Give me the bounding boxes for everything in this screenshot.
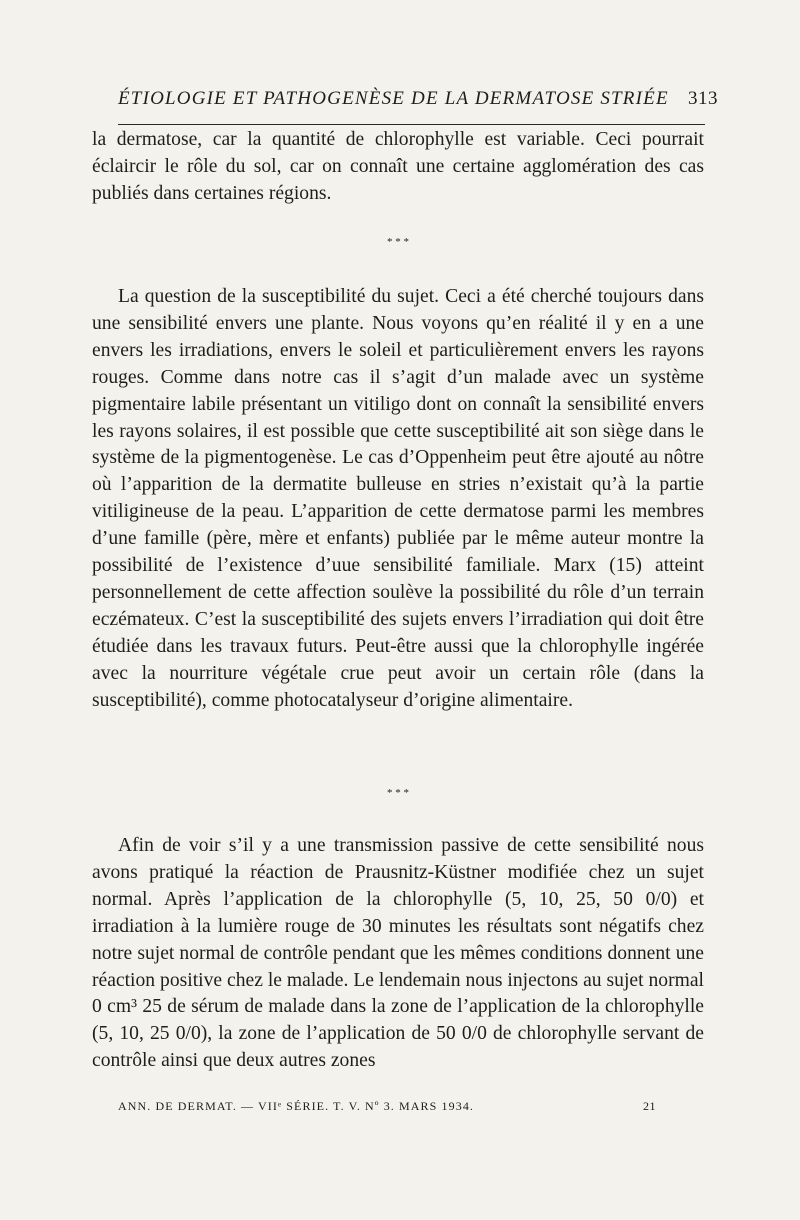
paragraph-1-text: la dermatose, car la quantité de chlorophylle est variable. Ceci pourrait éclaircir le rôle du sol, car on connaît une certaine agglomération des cas publiés dans certaines régions. xyxy=(92,129,704,204)
footer-citation: ANN. DE DERMAT. — VIIᵉ SÉRIE. T. V. Nº 3. MARS 1934. xyxy=(118,1099,475,1113)
paragraph-2 xyxy=(92,284,704,715)
asterism-2: * * * xyxy=(387,787,409,799)
page-number: 313 xyxy=(688,88,718,109)
paragraph-2-text: La question de la susceptibilité du sujet. Ceci a été cherché toujours dans une sensibilité envers une plante. Nous voyons qu’en réalité il y en a une envers les irradiations, envers le soleil et particulièrement envers les rayons rouges. Comme dans notre cas il s’agit d’un malade avec un système pigmentaire labile présentant un vitiligo dont on connaît la sensibilité envers les rayons solaires, il est possible que cette susceptibilité ait son siège dans le système de la pigmentogenèse. Le cas d’Oppenheim peut être ajouté au nôtre où l’apparition de la dermatite bulleuse en stries n’existait qu’à la partie vitiligineuse de la peau. L’apparition de cette dermatose parmi les membres d’une famille (père, mère et enfants) publiée par le même auteur montre la possibilité de l’existence d’uue sensibilité familiale. Marx (15) atteint personnellement de cette affection soulève la possibilité du rôle d’un terrain eczémateux. C’est la susceptibilité des sujets envers l’irradiation qui doit être étudiée dans les travaux futurs. Peut-être aussi que la chlorophylle ingérée avec la nourriture végétale crue peut avoir un certain rôle (dans la susceptibilité), comme photocatalyseur d’origine alimentaire. xyxy=(92,286,704,711)
running-header xyxy=(118,88,718,110)
paragraph-3-text: Afin de voir s’il y a une transmission passive de cette sensibilité nous avons pratiqué la réaction de Prausnitz-Küstner modifiée chez un sujet normal. Après l’application de la chlorophylle (5, 10, 25, 50 0/0) et irradiation à la lumière rouge de 30 minutes les résultats sont négatifs chez notre sujet normal de contrôle pendant que les mêmes conditions donnent une réaction positive chez le malade. Le lendemain nous injectons au sujet normal 0 cm³ 25 de sérum de malade dans la zone de l’application de la chlorophylle (5, 10, 25 0/0), la zone de l’application de 50 0/0 de chlorophylle servant de contrôle ainsi que deux autres zones xyxy=(92,835,704,1072)
asterism-1: * * * xyxy=(387,236,409,248)
page-footer xyxy=(118,1099,656,1114)
header-rule xyxy=(118,124,705,125)
signature-mark: 21 xyxy=(643,1099,656,1113)
paragraph-3 xyxy=(92,833,704,1075)
paragraph-1 xyxy=(92,127,704,208)
header-title: ÉTIOLOGIE ET PATHOGENÈSE DE LA DERMATOSE STRIÉE xyxy=(118,88,669,109)
